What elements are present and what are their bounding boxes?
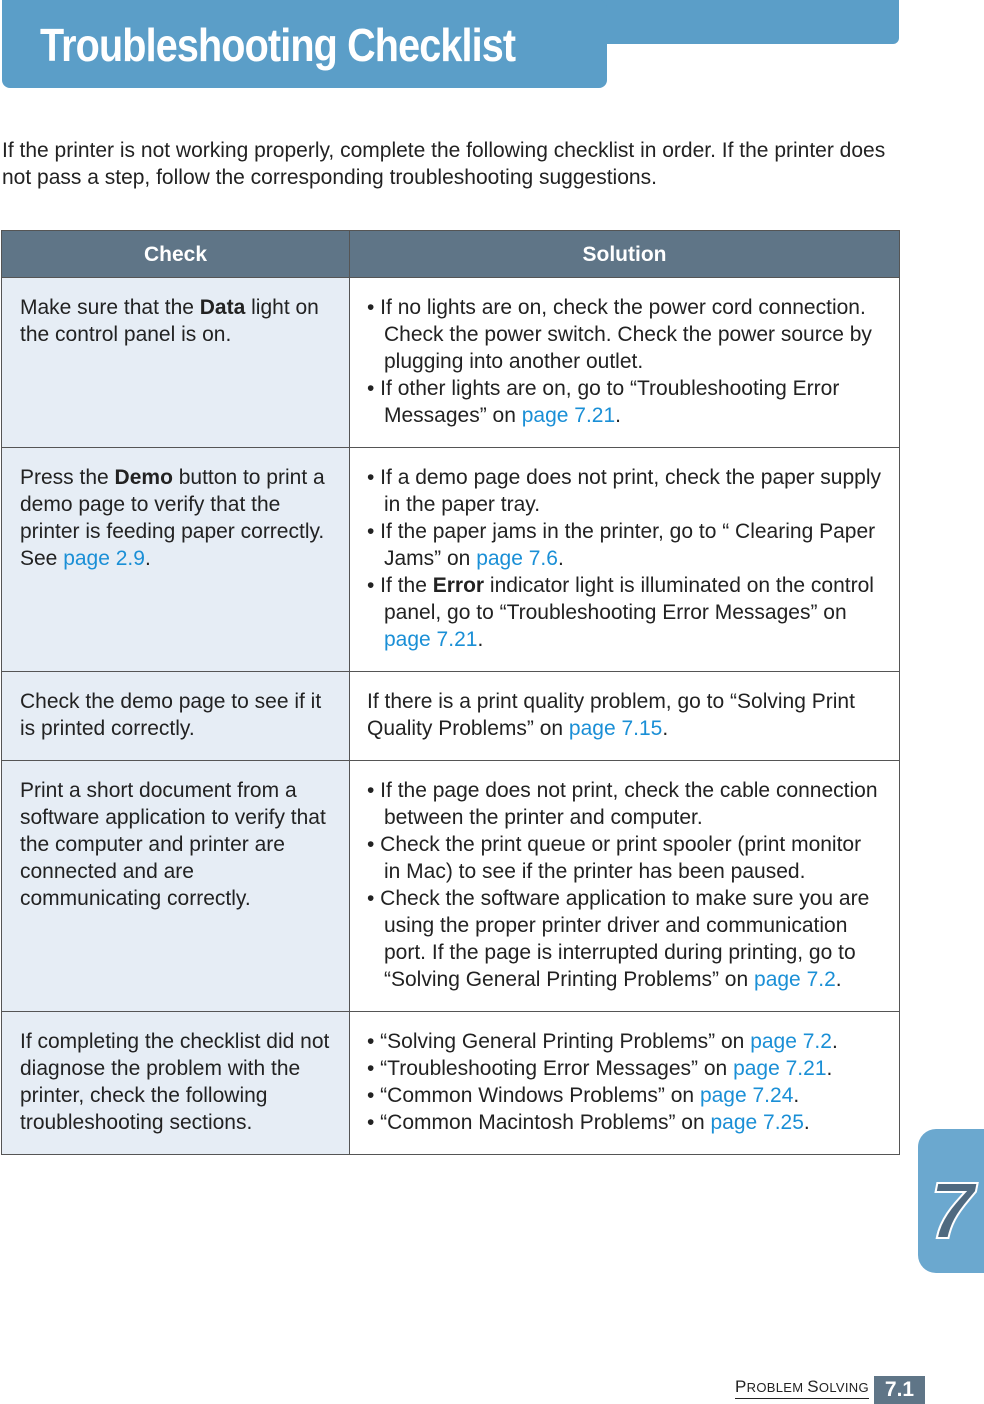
solution-cell	[350, 448, 900, 672]
text-segment: .	[831, 1030, 838, 1053]
check-cell	[2, 278, 350, 448]
table-row	[2, 1012, 900, 1155]
text-segment: • Check the print queue or print spooler (print monitor in Mac) to see if the printer has been paused.	[367, 833, 862, 883]
text-segment: • If a demo page does not print, check the paper supply in the paper tray.	[367, 466, 882, 516]
bold-term: Data	[199, 296, 246, 319]
page-link[interactable]: page 7.21	[521, 404, 616, 427]
solution-bullet	[367, 375, 881, 429]
solution-text	[367, 688, 881, 742]
solution-bullet	[367, 572, 881, 653]
text-segment: .	[835, 968, 842, 991]
solution-bullet	[367, 518, 881, 572]
solution-bullet	[367, 1055, 881, 1082]
text-segment: .	[803, 1111, 810, 1134]
text-segment: Make sure that the	[20, 296, 200, 319]
text-segment: • “Solving General Printing Problems” on	[367, 1030, 751, 1053]
text-segment: • “Troubleshooting Error Messages” on	[367, 1057, 734, 1080]
page-number: 7.1	[874, 1376, 925, 1404]
page-link[interactable]: page 7.21	[733, 1057, 827, 1080]
solution-bullet	[367, 1109, 881, 1136]
text-segment: Check the demo page to see if it is printed correctly.	[20, 690, 322, 740]
check-cell	[2, 448, 350, 672]
text-segment: light on the control panel is on.	[20, 296, 319, 346]
text-segment: • If other lights are on, go to “Troubleshooting Error Messages” on	[367, 377, 840, 427]
footer-text: S	[807, 1377, 819, 1396]
table-row	[2, 278, 900, 448]
solution-cell	[350, 1012, 900, 1155]
solution-cell	[350, 278, 900, 448]
text-segment: • If the paper jams in the printer, go to “ Clearing Paper Jams” on	[367, 520, 876, 570]
text-segment: Print a short document from a software application to verify that the computer and printer are connected and are communicating correctly.	[20, 779, 326, 910]
solution-bullet	[367, 1082, 881, 1109]
text-segment: .	[793, 1084, 800, 1107]
text-segment: • “Common Macintosh Problems” on	[367, 1111, 711, 1134]
checklist-table	[1, 230, 900, 1155]
text-segment: Press the	[20, 466, 115, 489]
solution-bullet	[367, 1028, 881, 1055]
text-segment: • “Common Windows Problems” on	[367, 1084, 700, 1107]
table-row	[2, 448, 900, 672]
page-link[interactable]: page 7.2	[750, 1030, 832, 1053]
table-row	[2, 672, 900, 761]
text-segment: .	[477, 628, 484, 651]
page-link[interactable]: page 7.6	[476, 547, 558, 570]
text-segment: If completing the checklist did not diagnose the problem with the printer, check the following troubleshooting sections.	[20, 1030, 330, 1134]
solution-bullet	[367, 294, 881, 375]
bold-term: Error	[432, 574, 485, 597]
text-segment: indicator light is illuminated on the control panel, go to “Troubleshooting Error Messages” on	[384, 574, 874, 624]
solution-bullet	[367, 777, 881, 831]
footer-text: P	[735, 1377, 747, 1396]
solution-cell	[350, 761, 900, 1012]
column-header-solution: Solution	[350, 231, 900, 278]
page-link[interactable]: page 7.24	[699, 1084, 794, 1107]
footer-text: ROBLEM	[746, 1380, 808, 1395]
solution-bullet	[367, 885, 881, 993]
check-cell	[2, 1012, 350, 1155]
text-segment: If there is a print quality problem, go to “Solving Print Quality Problems” on	[367, 690, 855, 740]
page-link[interactable]: page 2.9	[63, 547, 145, 570]
page-link[interactable]: page 7.15	[568, 717, 663, 740]
page-link[interactable]: page 7.21	[384, 628, 478, 651]
footer-section-title	[735, 1377, 869, 1399]
text-segment: .	[615, 404, 622, 427]
column-header-check: Check	[2, 231, 350, 278]
text-segment: • If the	[367, 574, 433, 597]
text-segment: .	[662, 717, 669, 740]
page-link[interactable]: page 7.2	[754, 968, 836, 991]
text-segment: .	[826, 1057, 833, 1080]
check-cell	[2, 672, 350, 761]
text-segment: • If no lights are on, check the power cord connection. Check the power switch. Check the power source by plugging into another outlet.	[367, 296, 872, 373]
text-segment: button to print a demo page to verify that the printer is feeding paper correctly. See	[20, 466, 325, 570]
table-row	[2, 761, 900, 1012]
chapter-number: 7	[930, 1166, 975, 1255]
text-segment: .	[557, 547, 564, 570]
solution-cell	[350, 672, 900, 761]
solution-bullet	[367, 464, 881, 518]
check-cell	[2, 761, 350, 1012]
footer-text: OLVING	[818, 1380, 869, 1395]
text-segment: • Check the software application to make sure you are using the proper printer driver and communication port. If the page is interrupted during printing, go to “Solving General Printing Problems” on	[367, 887, 870, 991]
page-link[interactable]: page 7.25	[710, 1111, 804, 1134]
text-segment: • If the page does not print, check the cable connection between the printer and computer.	[367, 779, 878, 829]
page-title: Troubleshooting Checklist	[40, 19, 516, 71]
bold-term: Demo	[114, 466, 173, 489]
intro-paragraph: If the printer is not working properly, complete the following checklist in order. If the printer does not pass a step, follow the corresponding troubleshooting suggestions.	[2, 139, 886, 189]
solution-bullet	[367, 831, 881, 885]
text-segment: .	[144, 547, 151, 570]
